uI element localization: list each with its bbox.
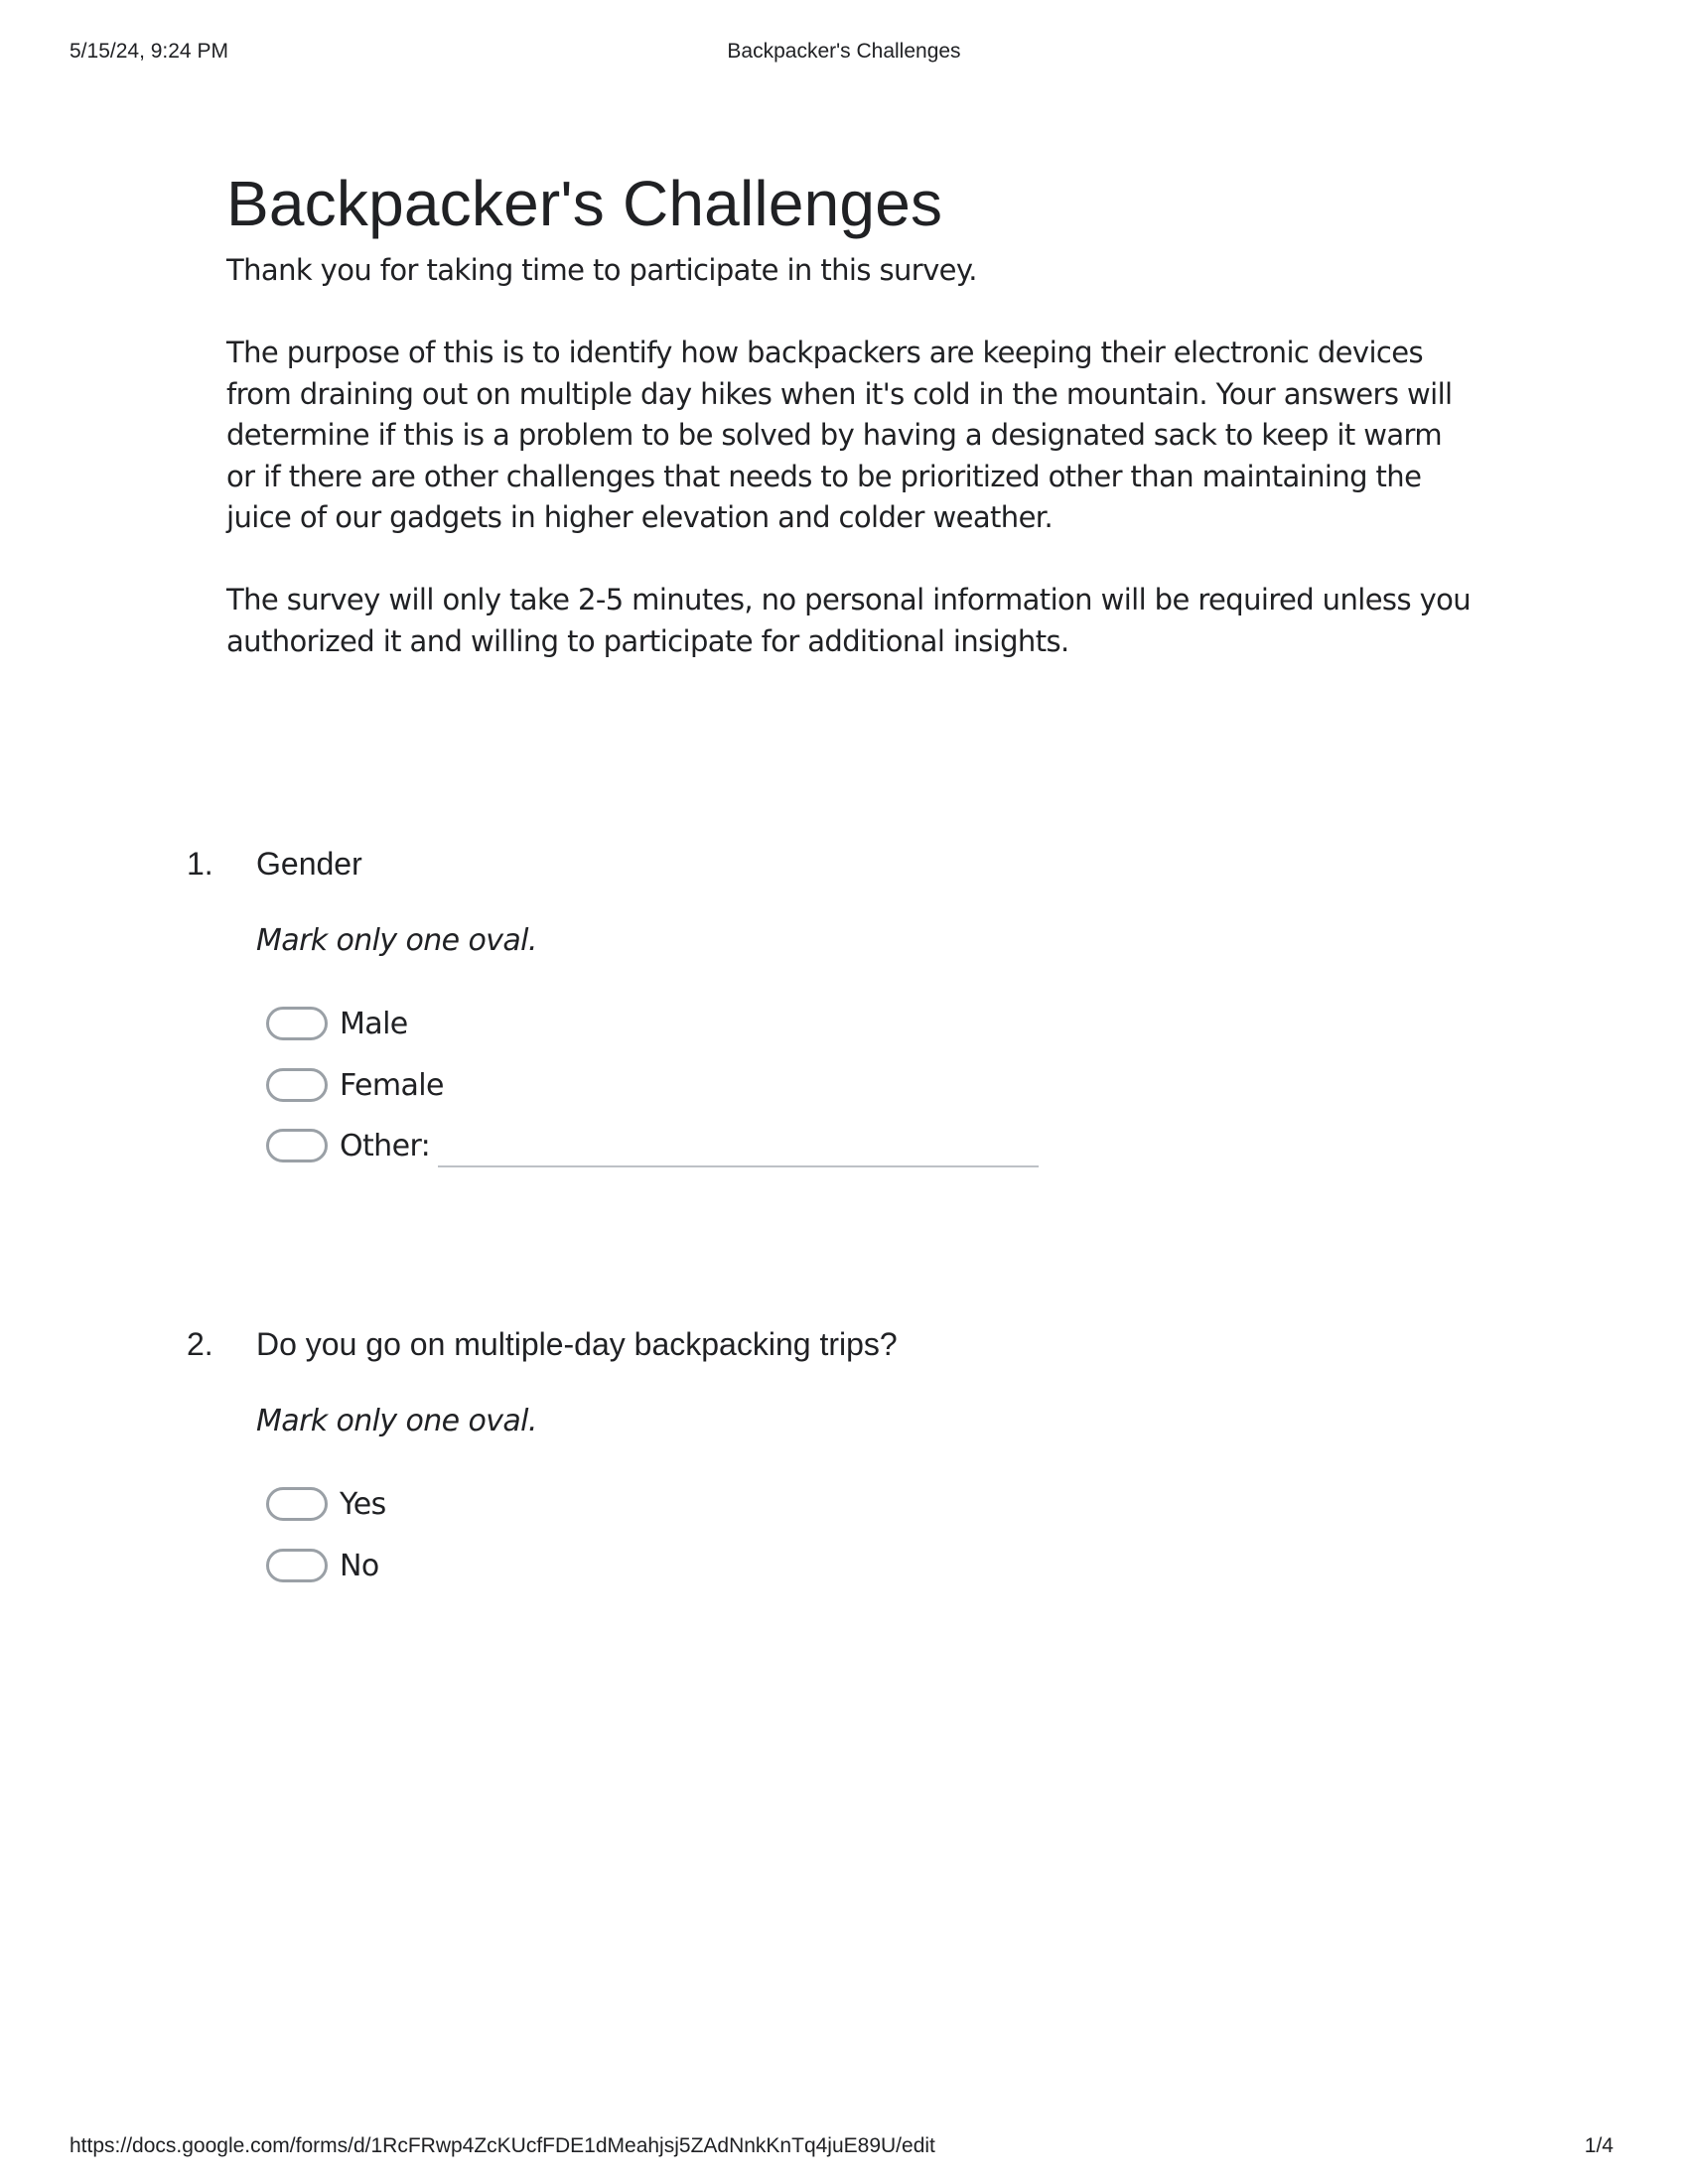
description-paragraph: The survey will only take 2-5 minutes, no personal information will be required unless you authorized it and willing to participate for additional insights.: [226, 583, 1472, 658]
print-page-number: 1/4: [1584, 2134, 1614, 2157]
option-female[interactable]: [266, 1063, 444, 1107]
question-title: Gender: [256, 846, 362, 882]
radio-oval[interactable]: [266, 1007, 328, 1040]
print-datetime: 5/15/24, 9:24 PM: [70, 40, 228, 63]
option-label: Other:: [340, 1128, 431, 1163]
print-url: https://docs.google.com/forms/d/1RcFRwp4ZcKUcfFDE1dMeahjsj5ZAdNnkKnTq4juE89U/edit: [70, 2134, 935, 2157]
radio-oval[interactable]: [266, 1549, 328, 1582]
question-number: 2.: [187, 1326, 213, 1362]
question-hint: Mark only one oval.: [256, 1404, 537, 1438]
option-label: Female: [340, 1067, 444, 1103]
radio-oval[interactable]: [266, 1068, 328, 1102]
question-title: Do you go on multiple-day backpacking trips?: [256, 1326, 898, 1362]
option-yes[interactable]: [266, 1482, 386, 1526]
option-label: Male: [340, 1006, 408, 1041]
option-male[interactable]: [266, 1002, 408, 1045]
option-other[interactable]: [266, 1124, 430, 1167]
option-label: Yes: [340, 1486, 386, 1522]
question-gender: [187, 846, 1477, 1183]
form-title: Backpacker's Challenges: [226, 168, 943, 239]
description-paragraph: The purpose of this is to identify how backpackers are keeping their electronic devices from draining out on multiple day hikes when it's cold in the mountain. Your answers will determine if this is a problem to be solved by having a designated sack to keep it warm or if there are other challenges that needs to be prioritized other than maintaining the juice of our gadgets in higher elevation and colder weather.: [226, 336, 1453, 534]
radio-oval[interactable]: [266, 1487, 328, 1521]
print-page-title: Backpacker's Challenges: [727, 40, 961, 63]
question-multiday-trips: [187, 1326, 1477, 1604]
option-label: No: [340, 1548, 379, 1583]
radio-oval[interactable]: [266, 1129, 328, 1162]
other-text-input[interactable]: [438, 1165, 1039, 1167]
question-hint: Mark only one oval.: [256, 923, 537, 958]
description-paragraph: Thank you for taking time to participate in this survey.: [226, 253, 977, 287]
question-number: 1.: [187, 846, 213, 882]
option-no[interactable]: [266, 1544, 379, 1587]
form-description: [226, 250, 1477, 704]
